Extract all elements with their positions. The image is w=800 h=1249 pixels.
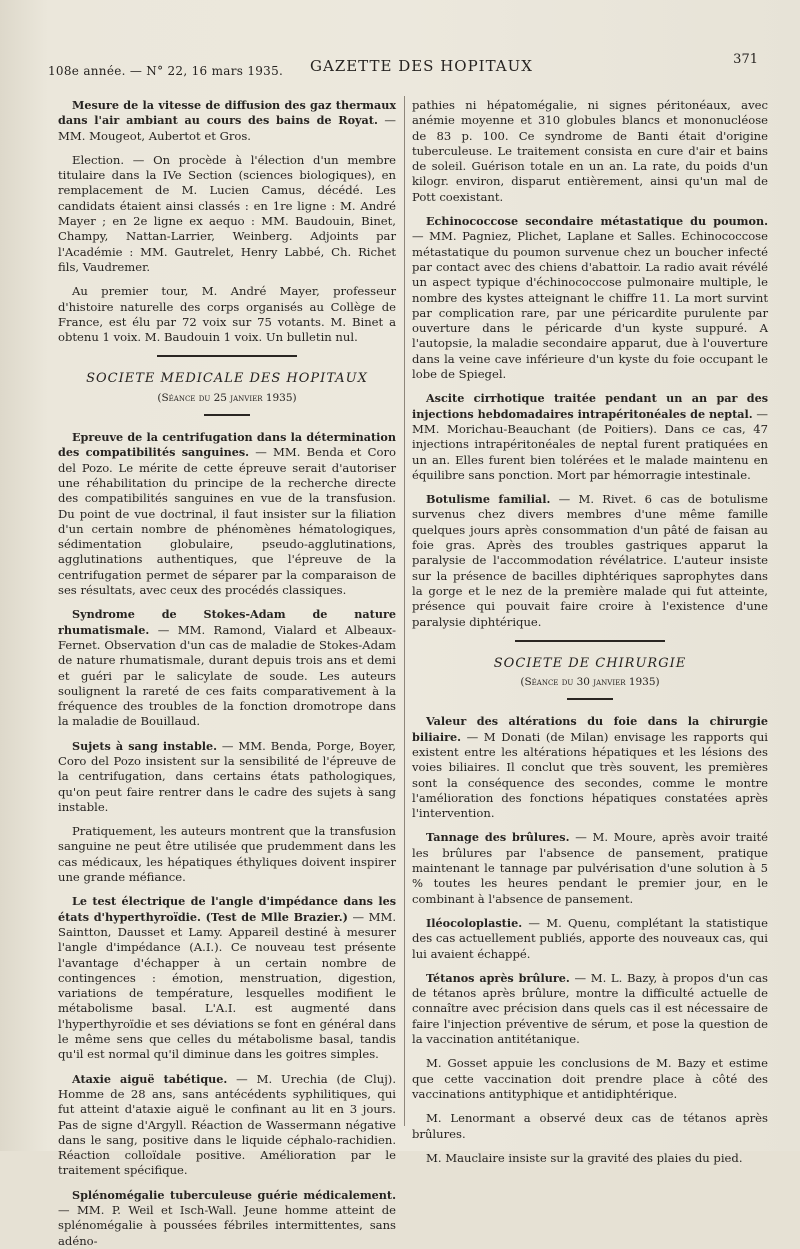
short-rule bbox=[567, 698, 613, 700]
article-title: Sujets à sang instable. bbox=[72, 738, 218, 753]
article-body: — M. L. Bazy, à propos d'un cas de tétanos après brûlure, montre la difficulté actuelle de connaître avec précision dans quels cas il est nécessaire de faire l'injection préventive de sérum, et pose la question de la vaccination antitétanique. bbox=[412, 970, 768, 1047]
article-paragraph: M. Gosset appuie les conclusions de M. Bazy et estime que cette vaccination doit prendre place à côté des vaccinations antityphique et antidiphtérique. bbox=[412, 1056, 768, 1101]
article-ascite bbox=[412, 391, 768, 483]
article-tannage bbox=[412, 830, 768, 906]
article-foie bbox=[412, 714, 768, 821]
right-column bbox=[412, 98, 769, 1165]
article-title: Echinococcose secondaire métastatique du poumon. bbox=[426, 214, 768, 229]
article-body: — MM. Saintton, Dausset et Lamy. Appareil destiné à mesurer l'angle d'impédance (A.I.). Ce nouveau test présente l'avantage d'échapper à un certain nombre de contingences : émotion, menstruation, digestion, variations de température, lesquelles modifient le métabolisme basal. L'A.I. est augmenté dans l'hyperthyroïdie et ses déviations se font en général dans le même sens que celles du métabolisme basal, tandis qu'il est normal qu'il diminue dans les goitres simples. bbox=[58, 909, 397, 1062]
article-title: Tétanos après brûlure. bbox=[426, 970, 570, 985]
article-title: Iléocoloplastie. bbox=[426, 915, 523, 930]
article-body: — MM. Benda, Porge, Boyer, Coro del Pozo insistent sur la sensibilité de l'épreuve de la centrifugation, dans certains états pathologiques, qu'on peut faire rentrer dans le cadre des sujets à sang instable. bbox=[58, 738, 396, 814]
article-echinococcose bbox=[412, 214, 768, 382]
article-paragraph: M. Mauclaire insiste sur la gravité des plaies du pied. bbox=[426, 1150, 743, 1165]
article-title: Splénomégalie tuberculeuse guérie médicalement. bbox=[72, 1187, 396, 1202]
article-angle-impedance bbox=[58, 894, 396, 1062]
article-title: Tannage des brûlures. bbox=[426, 830, 570, 845]
article-title: Botulisme familial. bbox=[426, 492, 551, 507]
page-number: 371 bbox=[733, 52, 758, 67]
article-body: — MM. Morichau-Beauchant (de Poitiers). Dans ce cas, 47 injections intrapéritonéales de neptal furent pratiquées en un an. Elles furent bien tolérées et le malade maintenu en équilibre sans ponction. Mort par hémorragie intestinale. bbox=[412, 406, 768, 482]
article-body: — MM. Pagniez, Plichet, Laplane et Salles. Echinococcose métastatique du poumon survenue chez un boucher infecté par contact avec des chiens d'abattoir. La radio avait révélé un aspect typique d'échinococcose pulmonaire multiple, le nombre des kystes atteignant le chiffre 11. La mort survint par complication rare, par une péricardite purulente par ouverture dans le péricarde d'un kyste suppuré. A l'autopsie, la maladie secondaire apparut, due à l'ouverture dans la veine cave inférieure d'un kyste du foie occupant le lobe de Spiegel. bbox=[412, 229, 768, 382]
article-authors: — MM. Mougeot, Aubertot et Gros. bbox=[58, 113, 397, 143]
short-rule bbox=[204, 414, 250, 416]
article-centrifugation bbox=[58, 430, 396, 598]
article-body: — MM. Ramond, Vialard et Albeaux-Fernet. Observation d'un cas de maladie de Stokes-Adam de nature rhumatismale, durant depuis trois ans et demi et guéri par le salicylate de soude. Les auteurs soulignent la rareté de ces faits comparativement à la fréquence des troubles de la fonction dromotrope dans la maladie de Bouillaud. bbox=[58, 622, 396, 729]
article-stokes-adam bbox=[58, 607, 396, 729]
section-title: SOCIETE DE CHIRURGIE bbox=[493, 655, 687, 671]
article-body: — M. Rivet. 6 cas de botulisme survenus chez divers membres d'une même famille quelques jours après consommation d'un pâté de faisan au foie gras. Après des troubles gastriques apparut la paralysie de l'accommodation révélatrice. L'auteur insiste sur la présence de bacilles diphtériques saprophytes dans la gorge et le nez de la première malade qui fut atteinte, présence qui pouvait faire croire à l'existence d'une paralysie diphtérique. bbox=[412, 492, 769, 629]
article-body: — M. Urechia (de Cluj). Homme de 28 ans, sans antécédents syphilitiques, qui fut atteint d'ataxie aiguë le confinant au lit en 3 jours. Pas de signe d'Argyll. Réaction de Wassermann négative dans le sang, positive dans le liquide céphalo-rachidien. Réaction colloïdale positive. Amélioration par le traitement spécifique. bbox=[58, 1071, 397, 1178]
article-paragraph: M. Lenormant a observé deux cas de tétanos après brûlures. bbox=[412, 1111, 768, 1141]
article-body: — M. Moure, après avoir traité les brûlures par l'absence de pansement, pratique maintenant le tannage par pulvérisation d'une solution à 5 % toutes les heures pendant le premier jour, en le combinant à l'absence de pansement. bbox=[412, 830, 768, 906]
article-ileocoloplastie bbox=[412, 916, 768, 962]
article-ataxie bbox=[58, 1072, 396, 1179]
article-tetanos bbox=[412, 971, 768, 1047]
article-paragraph: Pratiquement, les auteurs montrent que la transfusion sanguine ne peut être utilisée que prudemment dans les cas médicaux, les hépatiques éthyliques doivent inspirer une grande méfiance. bbox=[58, 824, 396, 885]
continued-paragraph: pathies ni hépatomégalie, ni signes péritonéaux, avec anémie moyenne et 310 globules blancs et mononucléose de 83 p. 100. Ce syndrome de Banti était d'origine tuberculeuse. Le traitement consista en cure d'air et bains de soleil. Guérison totale en un an. La rate, du poids d'un kilogr. environ, disparut entièrement, ainsi qu'un mal de Pott coexistant. bbox=[412, 98, 768, 204]
section-rule bbox=[157, 355, 297, 357]
article-body: — MM. Benda et Coro del Pozo. Le mérite de cette épreuve serait d'autoriser une réhabilitation du principe de la recherche directe des compatibilités sanguines en vue de la transfusion. Du point de vue doctrinal, il faut insister sur la filiation d'un certain nombre de phénomènes hématologiques, sédimentation globulaire, pseudo-agglutinations, agglutinations authentiques, que l'épreuve de la centrifugation permet de séparer par la comparaison de ses résultats, avec ceux des procédés classiques. bbox=[58, 445, 396, 598]
section-session: (Séance du 30 janvier 1935) bbox=[520, 676, 660, 689]
article-gaz-thermaux bbox=[58, 98, 396, 144]
article-title: Ascite cirrhotique traitée pendant un an par des injections hebdomadaires intrapéritonéales de neptal. bbox=[412, 391, 768, 421]
article-title: Mesure de la vitesse de diffusion des gaz thermaux dans l'air ambiant au cours des bains de Royat. bbox=[58, 98, 396, 128]
column-divider bbox=[404, 96, 405, 1126]
article-title: Syndrome de Stokes-Adam de nature rhumatismale. bbox=[58, 607, 396, 637]
article-sang-instable bbox=[58, 739, 396, 815]
article-body: — M Donati (de Milan) envisage les rapports qui existent entre les altérations hépatiques et les lésions des voies biliaires. Il conclut que très souvent, les premières sont la conséquence des secondes, comme le montre l'amélioration des fonctions hépatiques constatées après l'intervention. bbox=[412, 729, 768, 821]
article-title: Le test électrique de l'angle d'impédance dans les états d'hyperthyroïdie. (Test de Mlle Brazier.) bbox=[58, 894, 396, 924]
article-title: Valeur des altérations du foie dans la chirurgie biliaire. bbox=[412, 714, 768, 744]
article-title: Ataxie aiguë tabétique. bbox=[72, 1071, 228, 1086]
section-rule bbox=[515, 640, 665, 642]
journal-title: GAZETTE DES HOPITAUX bbox=[310, 57, 533, 75]
issue-info: 108e année. — N° 22, 16 mars 1935. bbox=[48, 64, 284, 78]
section-session: (Séance du 25 janvier 1935) bbox=[157, 391, 297, 404]
article-body: — MM. P. Weil et Isch-Wall. Jeune homme atteint de splénomégalie à poussées fébriles intermittentes, sans adéno- bbox=[58, 1203, 396, 1248]
section-title: SOCIETE MEDICALE DES HOPITAUX bbox=[86, 371, 368, 387]
article-botulisme bbox=[412, 492, 768, 630]
article-title: Epreuve de la centrifugation dans la détermination des compatibilités sanguines. bbox=[58, 430, 396, 460]
election-result: Au premier tour, M. André Mayer, professeur d'histoire naturelle des corps organisés au Collège de France, est élu par 72 voix sur 75 votants. M. Binet a obtenu 1 voix. M. Baudouin 1 voix. Un bulletin nul. bbox=[58, 284, 396, 345]
article-splenomegalie bbox=[58, 1188, 396, 1249]
article-body: — M. Quenu, complétant la statistique des cas actuellement publiés, apporte des nouveaux cas, qui lui avaient échappé. bbox=[412, 915, 768, 961]
page-header bbox=[48, 52, 758, 82]
election-paragraph: Election. — On procède à l'élection d'un membre titulaire dans la IVe Section (sciences biologiques), en remplacement de M. Lucien Camus, décédé. Les candidats étaient ainsi classés : en 1re ligne : M. André Mayer ; en 2e ligne ex aequo : MM. Baudouin, Binet, Champy, Nattan-Larrier, Weinberg. Adjoints par l'Académie : MM. Gautrelet, Henry Labbé, Ch. Richet fils, Vaudremer. bbox=[58, 152, 396, 274]
left-column bbox=[58, 98, 397, 1248]
